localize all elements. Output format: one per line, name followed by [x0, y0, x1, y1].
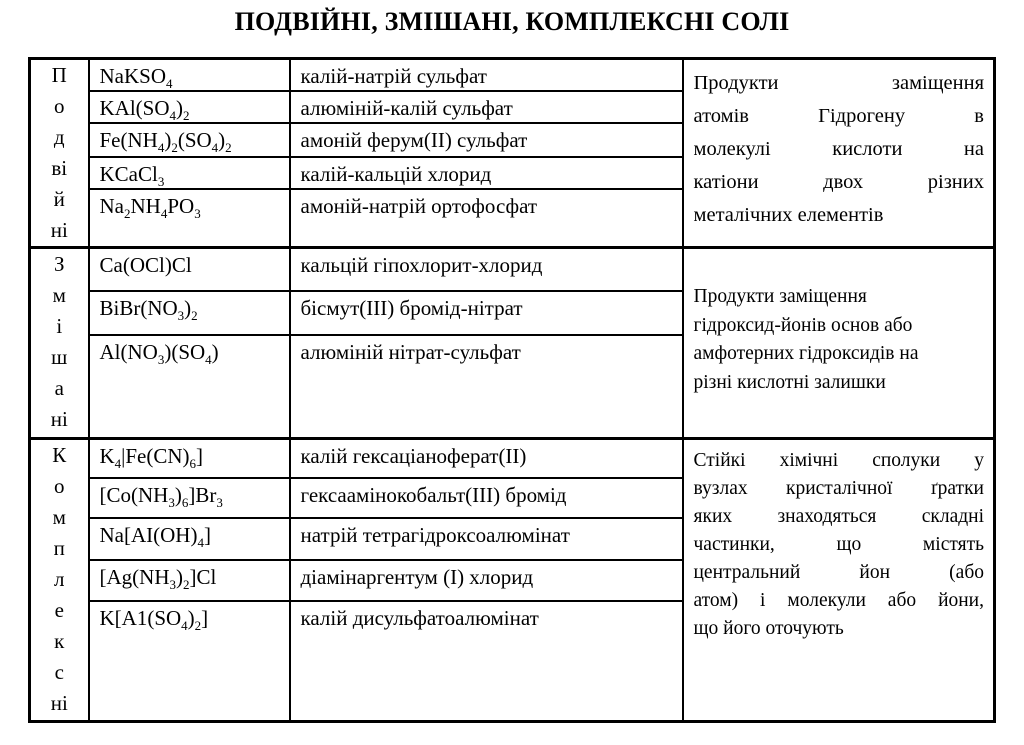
salt-name-cell: калій гексаціаноферат(II)	[290, 439, 683, 478]
description-line: що його оточують	[693, 618, 844, 639]
section-description-double	[683, 59, 995, 248]
salt-name-cell: діамінаргентум (I) хлорид	[290, 560, 683, 601]
group-letter: ш	[51, 345, 68, 369]
description-line: вузлах кристалічної ґратки	[693, 478, 984, 499]
description-line: центральний йон (або	[693, 562, 984, 583]
salt-name-cell: амоній ферум(II) сульфат	[290, 123, 683, 157]
group-letter: ні	[50, 691, 68, 715]
salt-name-cell: бісмут(III) бромід-нітрат	[290, 291, 683, 335]
group-label-double	[30, 59, 89, 248]
formula-cell: $[Ag(NH_3)_2]Cl$	[89, 560, 290, 601]
group-letter: л	[54, 567, 65, 591]
group-letter: П	[51, 63, 67, 87]
page-title: ПОДВІЙНІ, ЗМІШАНІ, КОМПЛЕКСНІ СОЛІ	[234, 7, 790, 36]
group-letter: К	[52, 443, 67, 467]
formula-cell: $BiBr(NO_3)_2$	[89, 291, 290, 335]
section-description-mixed	[683, 248, 995, 439]
description-line: атомів Гідрогену в	[693, 105, 984, 127]
group-letter: ві	[51, 156, 68, 180]
salt-name-cell: кальцій гіпохлорит-хлорид	[290, 248, 683, 291]
group-letter: д	[53, 125, 65, 149]
salts-table-wrap	[28, 57, 996, 723]
formula-cell: $Fe(NH_4)_2(SO_4)_2$	[89, 123, 290, 157]
description-line: Стійкі хімічні сполуки у	[693, 450, 984, 471]
group-label-complex	[30, 439, 89, 722]
description-line: різні кислотні залишки	[693, 371, 886, 393]
group-label-mixed	[30, 248, 89, 439]
description-line: молекулі кислоти на	[693, 138, 984, 160]
formula-cell: $K[A1(SO_4)_2]$	[89, 601, 290, 722]
group-letter: с	[54, 660, 64, 684]
description-line: амфотерних гідроксидів на	[693, 343, 919, 364]
group-letter: е	[54, 598, 64, 622]
group-letter: к	[54, 629, 65, 653]
description-line: частинки, що містять	[693, 534, 984, 555]
group-letter: і	[56, 314, 63, 338]
salt-name-cell: гексаамінокобальт(III) бромід	[290, 478, 683, 518]
group-letter: п	[53, 536, 65, 560]
description-line: Продукти заміщення	[693, 286, 867, 307]
group-letter: й	[53, 187, 65, 211]
description-line: атом) і молекули або йони,	[693, 590, 984, 611]
salt-name-cell: калій-кальцій хлорид	[290, 157, 683, 189]
salt-name-cell: натрій тетрагідроксоалюмінат	[290, 518, 683, 560]
group-letter: ні	[50, 407, 68, 431]
salt-name-cell: калій дисульфатоалюмінат	[290, 601, 683, 722]
group-letter: З	[53, 252, 65, 276]
group-letter: м	[52, 283, 66, 307]
formula-cell: $Al(NO_3)(SO_4)$	[89, 335, 290, 439]
formula-cell: $K_4|Fe(CN)_6$]	[89, 439, 290, 478]
description-line: гідроксид-йонів основ або	[693, 314, 913, 336]
salt-name-cell: калій-натрій сульфат	[290, 59, 683, 92]
group-letter: о	[54, 94, 65, 118]
group-letter: м	[52, 505, 66, 529]
formula-cell: Ca(OCl)Cl	[89, 248, 290, 291]
salt-name-cell: алюміній нітрат-сульфат	[290, 335, 683, 439]
description-line: Продукти заміщення	[693, 72, 984, 94]
description-line: металічних елементів	[693, 204, 884, 226]
group-letter: о	[54, 474, 65, 498]
formula-cell: $Na_2NH_4PO_3$	[89, 189, 290, 247]
salts-table	[28, 57, 996, 723]
salt-name-cell: амоній-натрій ортофосфат	[290, 189, 683, 247]
section-description-complex	[683, 439, 995, 722]
formula-cell: $KAl(SO_4)_2$	[89, 91, 290, 123]
group-letter: ні	[50, 218, 68, 242]
description-line: катіони двох різних	[693, 171, 984, 193]
salt-name-cell: алюміній-калій сульфат	[290, 91, 683, 123]
description-line: яких знаходяться складні	[693, 506, 984, 527]
group-letter: а	[54, 376, 64, 400]
formula-cell: $Na[AI(OH)_4]$	[89, 518, 290, 560]
formula-cell: $[Co(NH_3)_6]Br_3$	[89, 478, 290, 518]
formula-cell: KCaCl$_3$	[89, 157, 290, 189]
formula-cell: NaKSO$_4$	[89, 59, 290, 92]
